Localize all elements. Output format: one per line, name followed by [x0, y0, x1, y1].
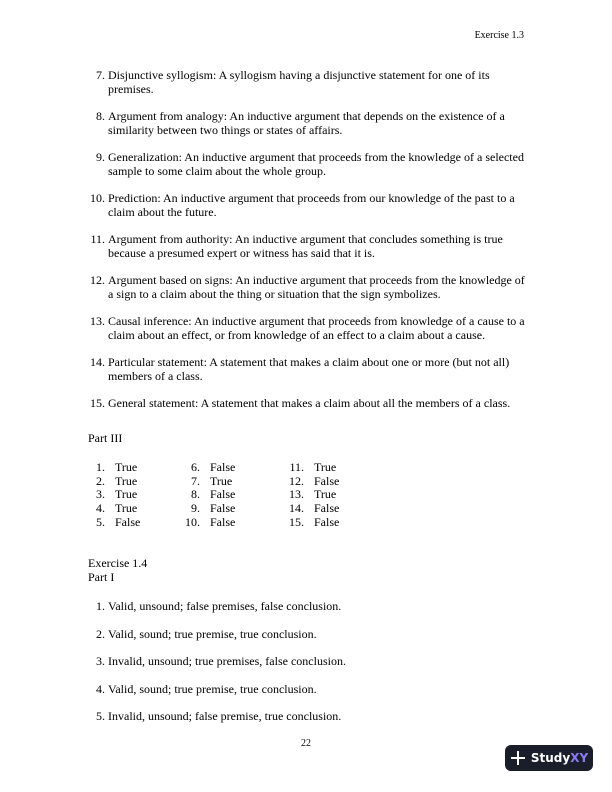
definition-number: 11. [90, 232, 105, 246]
item-text: Valid, sound; true premise, true conclusion. [108, 681, 317, 696]
definition-item [88, 191, 528, 219]
definition-item [88, 232, 528, 260]
answer-row [88, 515, 388, 529]
plus-icon [510, 750, 526, 766]
answer-value: True [115, 460, 138, 474]
answer-cell [88, 501, 137, 515]
definition-number: 9. [96, 150, 105, 164]
definition-item [88, 396, 528, 410]
definition-item [88, 109, 528, 137]
item-number: 1. [96, 599, 105, 613]
answer-number: 6. [191, 460, 200, 474]
definition-text: Argument from authority: An inductive argument that concludes something is true because a presumed expert or witness has said that it is. [108, 232, 503, 260]
answer-cell [183, 487, 235, 501]
definition-item [88, 314, 528, 342]
answer-value: False [210, 501, 236, 516]
answer-row [88, 460, 388, 474]
definition-number: 8. [96, 109, 105, 123]
part-i-heading: Part I [88, 570, 115, 584]
answer-number: 5. [96, 514, 105, 529]
definition-number: 10. [90, 191, 105, 205]
answer-cell [183, 460, 235, 474]
answer-value: True [115, 473, 138, 488]
answer-value: True [210, 473, 233, 488]
exercise-1-4-answer-list [88, 599, 346, 737]
definition-text: Disjunctive syllogism: A syllogism having a disjunctive statement for one of its premises. [108, 68, 490, 96]
list-item [88, 627, 346, 655]
answer-value: False [314, 514, 340, 529]
answer-cell [287, 474, 339, 488]
brand-name [531, 751, 588, 765]
answer-value: True [314, 487, 337, 502]
item-text: Valid, sound; true premise, true conclusion. [108, 626, 317, 641]
definition-item [88, 273, 528, 301]
definition-number: 14. [90, 355, 105, 369]
definition-text: Generalization: An inductive argument that proceeds from the knowledge of a selected sample to some claim about the whole group. [108, 150, 524, 178]
list-item [88, 682, 346, 710]
answer-value: False [314, 501, 340, 516]
answer-cell [183, 474, 232, 488]
answer-cell [88, 515, 140, 529]
answer-value: False [314, 473, 340, 488]
item-number: 2. [96, 626, 105, 641]
answer-cell [287, 460, 336, 474]
answer-cell [88, 487, 137, 501]
definition-number: 13. [90, 314, 105, 328]
answer-number: 12. [289, 473, 304, 488]
answer-value: False [210, 460, 236, 474]
answer-row [88, 474, 388, 488]
answer-value: True [314, 460, 337, 474]
answer-value: False [210, 514, 236, 529]
studyxy-badge[interactable] [505, 745, 593, 771]
item-number: 4. [96, 681, 105, 696]
definitions-list [88, 68, 528, 423]
definition-item [88, 150, 528, 178]
answer-number: 10. [185, 514, 200, 529]
answer-number: 14. [289, 501, 304, 516]
definition-text: Argument from analogy: An inductive argument that depends on the existence of a similarity between two things or states of affairs. [108, 109, 505, 137]
definition-text: General statement: A statement that makes a claim about all the members of a class. [108, 396, 511, 410]
item-text: Invalid, unsound; false premise, true conclusion. [108, 709, 342, 723]
list-item [88, 709, 346, 737]
answer-cell [287, 487, 336, 501]
answer-value: True [115, 501, 138, 516]
answer-cell [287, 515, 339, 529]
item-number: 5. [96, 709, 105, 723]
answer-number: 15. [289, 514, 304, 529]
exercise-header: Exercise 1.3 [474, 30, 524, 41]
answer-number: 9. [191, 501, 200, 516]
answer-number: 7. [191, 473, 200, 488]
definition-text: Argument based on signs: An inductive argument that proceeds from the knowledge of a sign to a claim about the thing or situation that the sign symbolizes. [108, 273, 525, 301]
definition-number: 7. [96, 68, 105, 82]
definition-text: Causal inference: An inductive argument that proceeds from knowledge of a cause to a claim about an effect, or from knowledge of an effect to a claim about a cause. [108, 314, 525, 342]
answer-number: 13. [289, 487, 304, 502]
answer-row [88, 487, 388, 501]
definition-number: 15. [90, 396, 105, 410]
definition-item [88, 68, 528, 96]
answer-cell [287, 501, 339, 515]
list-item [88, 654, 346, 682]
answer-cell [183, 515, 235, 529]
answer-value: False [210, 487, 236, 502]
answer-number: 3. [96, 487, 105, 502]
list-item [88, 599, 346, 627]
brand-accent: XY [570, 751, 589, 765]
brand-main: Study [530, 751, 571, 765]
answer-row [88, 501, 388, 515]
answer-cell [88, 460, 137, 474]
answer-number: 1. [96, 460, 105, 474]
true-false-answer-table [88, 460, 388, 528]
page-number: 22 [301, 738, 311, 749]
definition-text: Particular statement: A statement that makes a claim about one or more (but not all) members of a class. [108, 355, 510, 383]
answer-number: 4. [96, 501, 105, 516]
item-number: 3. [96, 654, 105, 668]
answer-number: 2. [96, 473, 105, 488]
definition-text: Prediction: An inductive argument that proceeds from our knowledge of the past to a claim about the future. [108, 191, 515, 219]
part-iii-heading: Part III [88, 431, 123, 445]
answer-number: 11. [289, 460, 304, 474]
item-text: Valid, unsound; false premises, false conclusion. [108, 599, 342, 613]
exercise-1-4-heading: Exercise 1.4 [88, 556, 148, 570]
answer-cell [88, 474, 137, 488]
definition-item [88, 355, 528, 383]
answer-number: 8. [191, 487, 200, 502]
answer-cell [183, 501, 235, 515]
definition-number: 12. [90, 273, 105, 287]
answer-value: False [115, 514, 141, 529]
item-text: Invalid, unsound; true premises, false conclusion. [108, 654, 346, 668]
answer-value: True [115, 487, 138, 502]
